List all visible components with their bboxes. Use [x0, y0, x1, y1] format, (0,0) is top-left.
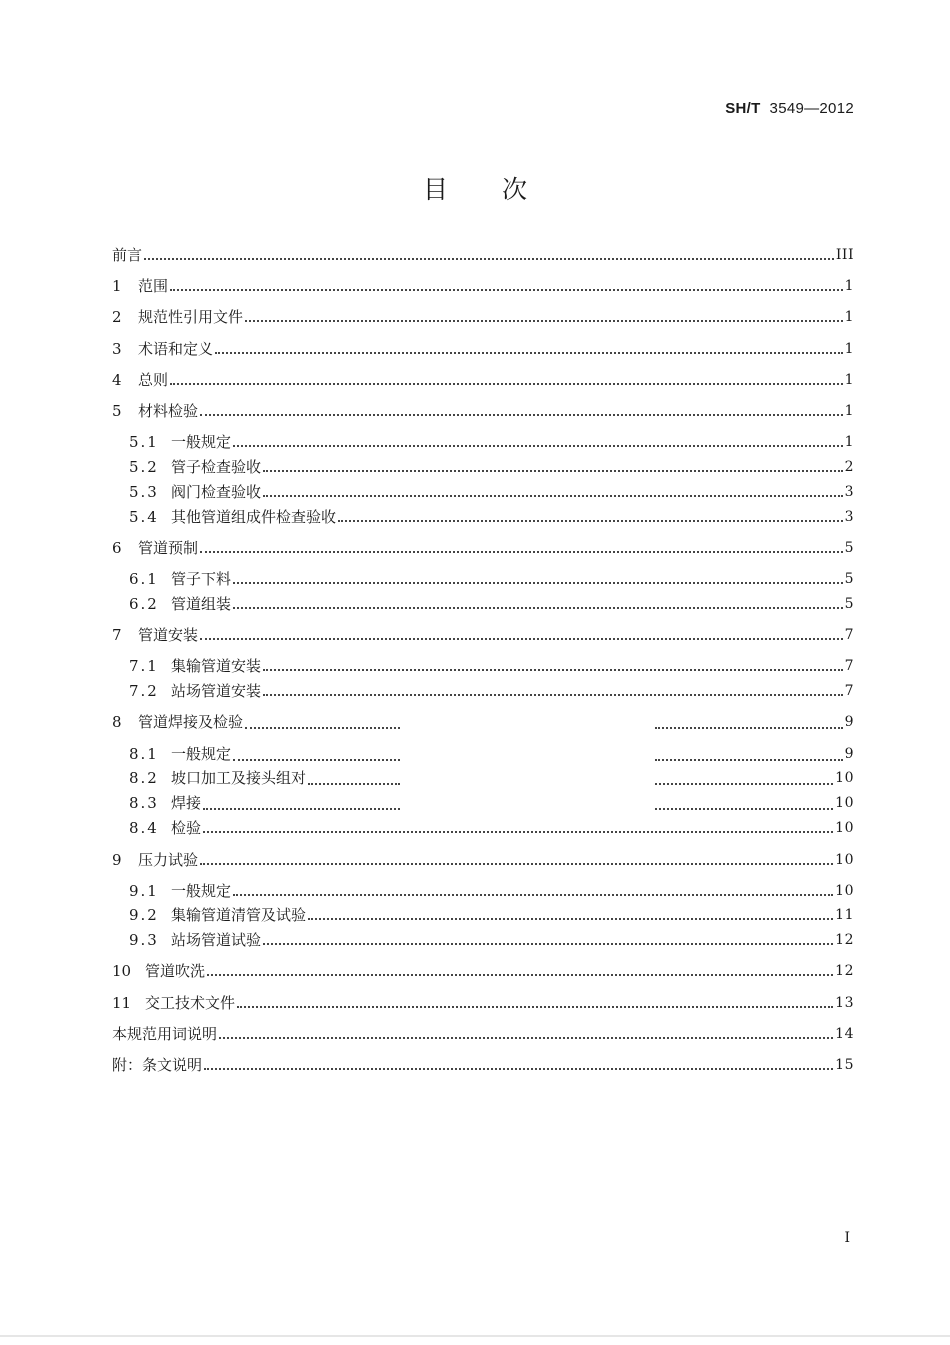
toc-dot-leader: [215, 352, 843, 354]
toc-entry-label: 范围: [138, 277, 169, 295]
toc-entry[interactable]: [112, 338, 854, 360]
toc-entry-number: 6.2: [129, 595, 159, 613]
page-title: 目次: [422, 175, 581, 204]
toc-entry-page: 1: [844, 341, 854, 357]
toc-entry-label: 管道组装: [171, 595, 232, 613]
toc-entry-number: 5.3: [129, 483, 159, 501]
toc-entry-number: 6: [112, 539, 122, 557]
toc-dot-leader: [233, 607, 843, 609]
toc-dot-leader: [170, 289, 843, 291]
toc-dot-leader: [263, 669, 843, 671]
toc-entry-number: 10: [112, 962, 132, 980]
toc-dot-leader: [233, 582, 843, 584]
toc-dot-leader-segment: [655, 783, 833, 785]
toc-entry[interactable]: [112, 369, 854, 391]
standard-code: [725, 100, 854, 117]
toc-entry-number: 5.1: [129, 433, 159, 451]
toc-entry-page: 11: [835, 907, 854, 923]
toc-entry[interactable]: [112, 680, 854, 702]
toc-entry-page: 7: [844, 658, 854, 674]
toc-entry[interactable]: [112, 481, 854, 503]
toc-entry-label: 规范性引用文件: [138, 308, 244, 326]
toc-entry[interactable]: [112, 506, 854, 528]
toc-entry-page: 1: [844, 372, 854, 388]
toc-entry-page: 10: [835, 820, 854, 836]
toc-entry[interactable]: [112, 992, 854, 1014]
toc-entry-label: 其他管道组成件检查验收: [171, 508, 337, 526]
toc-dot-leader-segment: [203, 808, 400, 810]
toc-dot-leader: [237, 1006, 833, 1008]
toc-entry-label: 材料检验: [138, 402, 199, 420]
toc-entry-number: 5.4: [129, 508, 159, 526]
toc-dot-leader-segment: [233, 759, 400, 761]
toc-entry[interactable]: [112, 456, 854, 478]
toc-entry-page: 1: [844, 278, 854, 294]
standard-prefix: SH/T: [725, 100, 761, 117]
toc-entry-number: 3: [112, 340, 122, 358]
toc-entry-number: 8: [112, 713, 122, 731]
toc-dot-leader: [200, 551, 843, 553]
toc-dot-leader: [200, 414, 843, 416]
toc-entry-page: 9: [844, 714, 854, 730]
toc-entry-label: 坡口加工及接头组对: [171, 769, 307, 787]
toc-entry-label: 管子检查验收: [171, 458, 262, 476]
toc-entry-label: 集输管道清管及试验: [171, 906, 307, 924]
toc-dot-leader-segment: [655, 727, 843, 729]
toc-entry-label: 前言: [112, 246, 143, 264]
toc-entry-number: 5.2: [129, 458, 159, 476]
toc-entry[interactable]: [112, 431, 854, 453]
toc-dot-leader: [200, 638, 843, 640]
toc-entry-page: 1: [844, 403, 854, 419]
toc-entry-page: 7: [844, 683, 854, 699]
toc-dot-leader: [204, 1068, 833, 1070]
toc-entry[interactable]: [112, 929, 854, 951]
toc-dot-leader: [263, 470, 843, 472]
toc-entry-page: 10: [835, 852, 854, 868]
toc-entry[interactable]: [112, 306, 854, 328]
toc-entry[interactable]: [112, 624, 854, 646]
toc-entry-label: 术语和定义: [138, 340, 214, 358]
toc-entry[interactable]: [112, 792, 854, 814]
toc-entry-number: 2: [112, 308, 122, 326]
toc-entry-number: 9: [112, 851, 122, 869]
toc-entry-label: 集输管道安装: [171, 657, 262, 675]
toc-entry-label: 本规范用词说明: [112, 1025, 218, 1043]
toc-entry-number: 6.1: [129, 570, 159, 588]
toc-entry-label: 一般规定: [171, 882, 232, 900]
toc-entry-label: 管道预制: [138, 539, 199, 557]
toc-entry-label: 一般规定: [171, 745, 232, 763]
toc-entry-label: 站场管道试验: [171, 931, 262, 949]
toc-dot-leader-segment: [655, 759, 843, 761]
toc-entry[interactable]: [112, 711, 854, 733]
toc-entry[interactable]: [112, 743, 854, 765]
toc-entry[interactable]: [112, 1054, 854, 1076]
toc-entry-label: 附：条文说明: [112, 1056, 203, 1074]
toc-entry-label: 焊接: [171, 794, 202, 812]
toc-entry-page: 7: [844, 627, 854, 643]
toc-dot-leader: [233, 445, 843, 447]
toc-dot-leader: [308, 918, 833, 920]
toc-entry[interactable]: [112, 537, 854, 559]
toc-entry-page: 1: [844, 309, 854, 325]
toc-entry-page: 1: [844, 434, 854, 450]
toc-dot-leader-segment: [245, 727, 400, 729]
toc-entry-number: 7.2: [129, 682, 159, 700]
toc-entry-page: 10: [835, 795, 854, 811]
toc-entry-label: 阀门检查验收: [171, 483, 262, 501]
toc-entry-page: 5: [844, 596, 854, 612]
toc-entry-number: 8.3: [129, 794, 159, 812]
toc-entry-label: 一般规定: [171, 433, 232, 451]
toc-entry[interactable]: [112, 655, 854, 677]
toc-entry[interactable]: [112, 880, 854, 902]
toc-entry-page: 12: [835, 932, 854, 948]
toc-entry[interactable]: [112, 275, 854, 297]
toc-entry-label: 压力试验: [138, 851, 199, 869]
toc-entry-page: 10: [835, 770, 854, 786]
toc-entry[interactable]: [112, 1023, 854, 1045]
toc-entry-number: 8.2: [129, 769, 159, 787]
toc-dot-leader: [170, 383, 843, 385]
toc-entry-label: 管子下料: [171, 570, 232, 588]
toc-entry-page: 3: [844, 509, 854, 525]
toc-entry-number: 9.1: [129, 882, 159, 900]
toc-entry[interactable]: [112, 568, 854, 590]
toc-entry-page: III: [835, 247, 854, 263]
toc-entry[interactable]: [112, 593, 854, 615]
toc-entry-label: 检验: [171, 819, 202, 837]
toc-entry-page: 10: [835, 883, 854, 899]
toc-dot-leader: [245, 320, 843, 322]
toc-dot-leader: [263, 694, 843, 696]
toc-entry[interactable]: [112, 849, 854, 871]
toc-entry-page: 14: [835, 1026, 854, 1042]
toc-entry-page: 5: [844, 571, 854, 587]
toc-entry-label: 管道焊接及检验: [138, 713, 244, 731]
toc-entry[interactable]: [112, 767, 854, 789]
toc-entry-label: 管道安装: [138, 626, 199, 644]
toc-dot-leader-segment: [308, 783, 400, 785]
toc-entry-page: 3: [844, 484, 854, 500]
page-number: I: [844, 1230, 850, 1246]
toc-entry-number: 7.1: [129, 657, 159, 675]
toc-entry-label: 交工技术文件: [145, 994, 236, 1012]
toc-entry-number: 9.3: [129, 931, 159, 949]
toc-dot-leader: [203, 831, 833, 833]
toc-entry-label: 总则: [138, 371, 169, 389]
toc-entry-number: 9.2: [129, 906, 159, 924]
toc-entry-page: 12: [835, 963, 854, 979]
toc-entry[interactable]: [112, 400, 854, 422]
toc-entry-number: 1: [112, 277, 122, 295]
toc-dot-leader-segment: [655, 808, 833, 810]
scan-edge-divider: [0, 1335, 950, 1337]
toc-entry-page: 2: [844, 459, 854, 475]
toc-dot-leader: [200, 863, 833, 865]
toc-dot-leader: [338, 520, 843, 522]
toc-dot-leader: [263, 495, 843, 497]
toc-entry[interactable]: [112, 244, 854, 266]
toc-dot-leader: [207, 974, 833, 976]
toc-entry-page: 5: [844, 540, 854, 556]
toc-dot-leader: [144, 258, 834, 260]
toc-dot-leader: [233, 894, 833, 896]
toc-entry-number: 5: [112, 402, 122, 420]
toc-entry[interactable]: [112, 817, 854, 839]
toc-entry-page: 15: [835, 1057, 854, 1073]
toc-entry-page: 9: [844, 746, 854, 762]
toc-dot-leader: [219, 1037, 833, 1039]
standard-number: 3549—2012: [769, 100, 854, 117]
toc-entry-number: 8.1: [129, 745, 159, 763]
toc-entry-label: 站场管道安装: [171, 682, 262, 700]
toc-entry-number: 11: [112, 994, 132, 1012]
toc-entry[interactable]: [112, 904, 854, 926]
toc-entry[interactable]: [112, 960, 854, 982]
toc-dot-leader: [263, 943, 833, 945]
toc-entry-number: 7: [112, 626, 122, 644]
toc-entry-page: 13: [835, 995, 854, 1011]
toc-entry-number: 8.4: [129, 819, 159, 837]
toc-entry-number: 4: [112, 371, 122, 389]
toc-entry-label: 管道吹洗: [145, 962, 206, 980]
